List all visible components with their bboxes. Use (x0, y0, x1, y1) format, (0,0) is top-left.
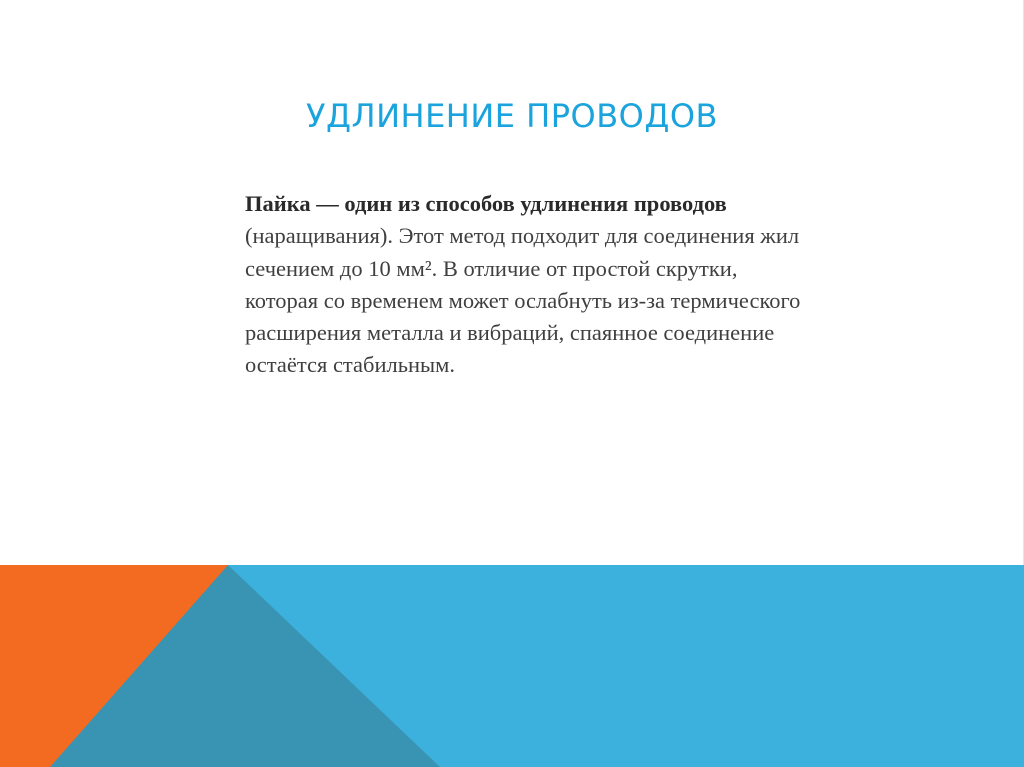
decorative-footer-band (0, 565, 1024, 767)
slide-body-rest: (наращивания). Этот метод подходит для соединения жил сечением до 10 мм². В отличие от простой скрутки, которая со временем может ослабнуть из-за термического расширения металла и вибраций, спаянное соединение остаётся стабильным. (245, 223, 801, 378)
slide-body-lead-bold: Пайка — один из способов удлинения проводов (245, 191, 727, 216)
slide-body-text (245, 188, 805, 382)
slide-title: УДЛИНЕНИЕ ПРОВОДОВ (306, 97, 718, 135)
